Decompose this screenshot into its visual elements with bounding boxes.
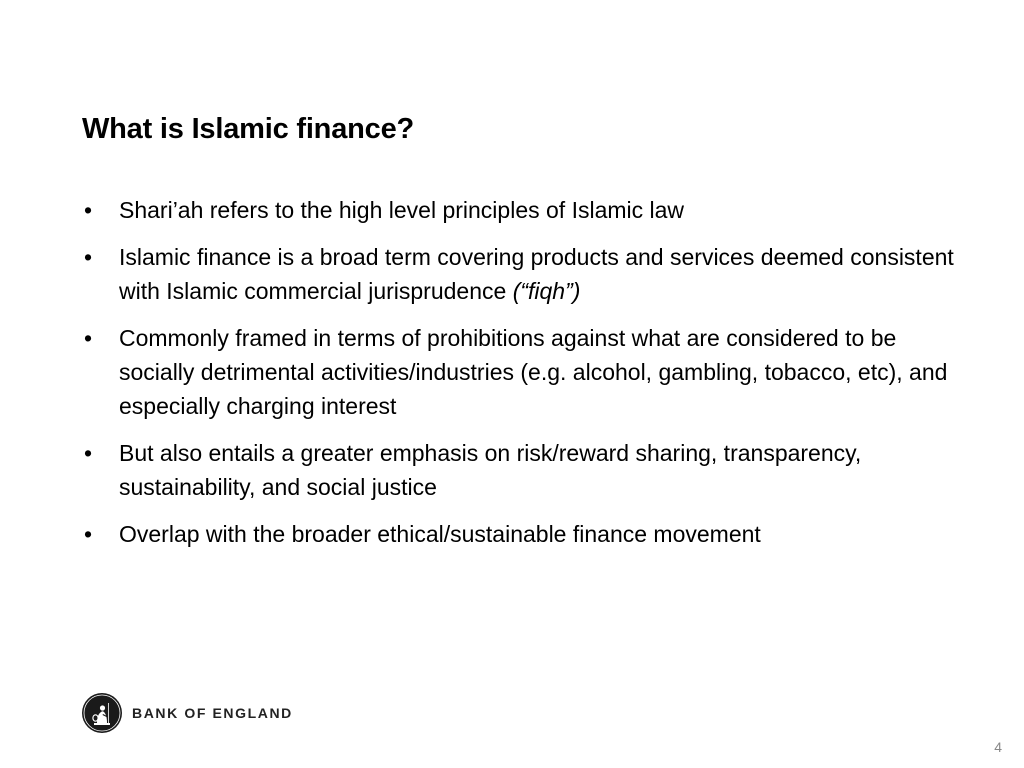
page-number: 4	[994, 739, 1002, 755]
britannia-seal-icon	[81, 692, 123, 734]
bullet-icon: •	[84, 325, 93, 351]
bullet-icon: •	[84, 440, 93, 466]
bullet-icon: •	[84, 197, 93, 223]
bullet-text: Islamic finance is a broad term covering products and services deemed consistent with Islamic commercial jurisprudence	[119, 244, 954, 304]
bullet-item	[82, 240, 962, 308]
bullet-item	[82, 321, 962, 423]
bullet-icon: •	[84, 244, 93, 270]
bullet-text: But also entails a greater emphasis on risk/reward sharing, transparency, sustainability, and social justice	[119, 440, 862, 500]
bank-of-england-logo	[81, 692, 293, 734]
bullet-icon: •	[84, 521, 93, 547]
bullet-text: Commonly framed in terms of prohibitions against what are considered to be socially detrimental activities/industries (e.g. alcohol, gambling, tobacco, etc), and especially charging interest	[119, 325, 948, 419]
bullet-text: Overlap with the broader ethical/sustainable finance movement	[119, 521, 761, 547]
bullet-text: Shari’ah refers to the high level principles of Islamic law	[119, 197, 685, 223]
bullet-emphasis: (“fiqh”)	[512, 278, 581, 304]
slide-title: What is Islamic finance?	[82, 113, 415, 145]
bullet-item	[82, 193, 962, 227]
bullet-item	[82, 436, 962, 504]
logo-text: BANK OF ENGLAND	[132, 705, 293, 721]
bullet-item	[82, 517, 962, 551]
bullet-list	[82, 193, 962, 564]
